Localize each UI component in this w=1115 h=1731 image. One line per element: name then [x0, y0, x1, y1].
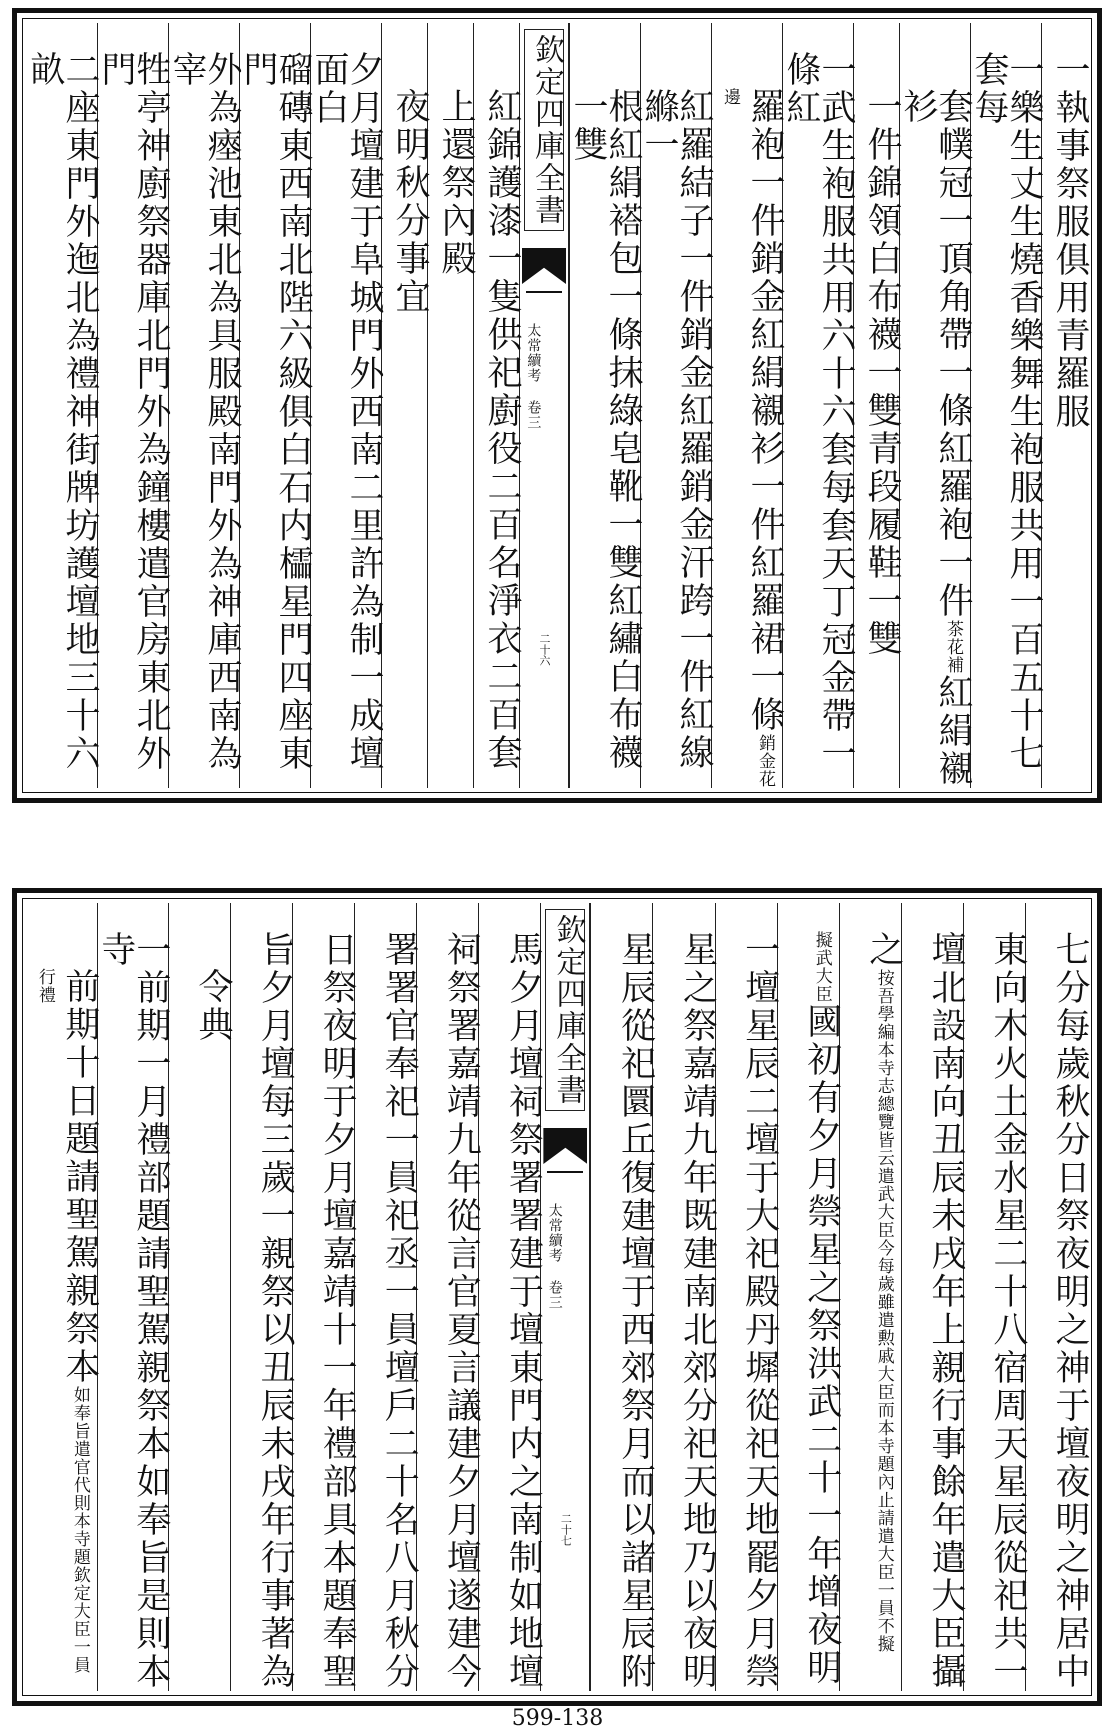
- text-column: [292, 903, 358, 1691]
- column-text: 上還祭內殿: [436, 88, 476, 278]
- column-text: 一壇星辰二壇于大祀殿丹墀從祀天地罷夕月禜: [739, 931, 780, 1691]
- column-text: 紅錦護漆一隻供祀廚役二百名淨衣二百套: [482, 88, 522, 772]
- column-text: 牲亭神廚祭器庫北門外為鐘樓遣官房東北外門: [96, 51, 171, 773]
- fishtail-line: [547, 1171, 583, 1191]
- book-title: 欽定四庫全書: [545, 909, 585, 1111]
- text-column: [1025, 903, 1090, 1691]
- page-bottom-columns: [27, 903, 1090, 1691]
- page-bottom: [12, 888, 1102, 1706]
- column-text: 根紅絹褡包一條抹綠皂靴一雙紅繡白布襪一雙: [568, 88, 643, 772]
- text-column: [354, 903, 420, 1691]
- text-column: [230, 903, 296, 1691]
- column-text: 前期十日題請聖駕親祭本: [59, 968, 100, 1386]
- column-text: 二座東門外迤北為禮神街牌坊護壇地三十六畝: [25, 51, 100, 773]
- annotation-note: 擬武大臣: [811, 931, 832, 1003]
- text-column: [416, 903, 482, 1691]
- text-column: [473, 23, 522, 788]
- text-column: [969, 23, 1044, 788]
- folio-number: 二十七: [559, 1513, 573, 1546]
- text-column: [167, 23, 242, 788]
- column-text: 紅羅結子一件銷金紅羅銷金汗跨一件紅線縧一: [639, 88, 714, 772]
- column-text: 紅絹襯衫: [898, 88, 973, 788]
- volume-label: 太常續考 卷三: [546, 1203, 563, 1310]
- book-title: 欽定四庫全書: [524, 29, 564, 231]
- text-column: [27, 903, 100, 1691]
- page-top: [12, 8, 1102, 803]
- fishtail-line: [526, 291, 562, 311]
- text-column: [427, 23, 476, 788]
- column-text: 馬夕月壇祠祭署署建于壇東門内之南制如地壇: [503, 931, 544, 1691]
- column-text: 一執事祭服俱用青羅服: [1050, 51, 1090, 431]
- column-text: 夜明秋分事宜: [390, 88, 430, 316]
- column-text: 星之祭嘉靖九年既建南北郊分祀天地乃以夜明: [677, 931, 718, 1691]
- annotation-note: 按吾學編本寺志總覽皆云遣武大臣今每歲雖遣勲戚大臣而本寺題內止請遣大臣一員不擬: [873, 969, 894, 1653]
- fishtail-mark: [522, 248, 566, 284]
- column-text: 外為瘞池東北為具服殿南門外為神庫西南為宰: [167, 51, 242, 773]
- text-column: [381, 23, 430, 788]
- text-column: [238, 23, 313, 788]
- column-text: 一前期一月禮部題請聖駕親祭本如奉旨是則本寺: [95, 931, 171, 1691]
- center-fold: [519, 23, 569, 788]
- text-column: [96, 23, 171, 788]
- column-text: 東向木火土金水星二十八宿周天星辰從祀共一: [987, 931, 1028, 1691]
- column-text: 羅袍一件銷金紅絹襯衫一件紅羅裙一條: [745, 88, 785, 734]
- text-column: [901, 903, 966, 1691]
- text-column: [652, 903, 718, 1691]
- page-number: 599-138: [511, 1706, 604, 1731]
- volume-label: 太常續考 卷三: [525, 323, 542, 430]
- column-text: 一件錦領白布襪一雙青段履鞋一雙: [862, 88, 902, 658]
- fishtail-mark: [543, 1128, 587, 1164]
- text-column: [898, 23, 973, 788]
- folio-number: 二十六: [538, 633, 551, 666]
- text-column: [639, 23, 714, 788]
- column-text: 令典: [192, 968, 233, 1044]
- column-text: 七分每歲秋分日祭夜明之神于壇夜明之神居中: [1050, 931, 1090, 1691]
- column-text: 日祭夜明于夕月壇嘉靖十一年禮部具本題奉聖: [317, 931, 358, 1691]
- text-column: [711, 23, 785, 788]
- text-column: [25, 23, 100, 788]
- column-text: 夕月壇建于阜城門外西南二里許為制一成壇面白: [309, 51, 384, 773]
- column-text: 之: [863, 931, 904, 969]
- annotation-note: 茶花補: [943, 620, 963, 674]
- column-text: 磂磚東西南北陛六級俱白石内櫺星門四座東門: [238, 51, 313, 773]
- text-column: [590, 903, 656, 1691]
- column-text: 一武生袍服共用六十六套每套天丁冠金帶一條紅: [781, 51, 856, 773]
- text-column: [168, 903, 233, 1691]
- text-column: [839, 903, 904, 1691]
- text-column: [715, 903, 780, 1691]
- text-column: [95, 903, 171, 1691]
- column-text: 套幞冠一頂角帶一條紅羅袍一件: [933, 88, 973, 620]
- column-text: 星辰從祀圜丘復建壇于西郊祭月而以諸星辰附: [615, 931, 656, 1691]
- text-column: [963, 903, 1028, 1691]
- text-column: [1041, 23, 1090, 788]
- text-column: [478, 903, 544, 1691]
- text-column: [781, 23, 856, 788]
- text-column: [568, 23, 643, 788]
- column-text: 祠祭署嘉靖九年從言官夏言議建夕月壇遂建今: [441, 931, 482, 1691]
- column-text: 一樂生丈生燒香樂舞生袍服共用一百五十七套每: [969, 51, 1044, 773]
- column-text: 旨夕月壇每三歲一親祭以丑辰未戌年行事著為: [255, 931, 296, 1691]
- text-column: [777, 903, 842, 1691]
- column-text: 國初有夕月禜星之祭洪武二十一年增夜明: [801, 1003, 842, 1687]
- page-top-columns: [25, 23, 1090, 788]
- text-column: [309, 23, 384, 788]
- annotation-note: 銷金花邊: [720, 88, 775, 788]
- column-text: 署署官奉祀一員祀丞一員壇戶二十名八月秋分: [379, 931, 420, 1691]
- center-fold: [540, 903, 590, 1691]
- column-text: 壇北設南向丑辰未戌年上親行事餘年遣大臣攝: [925, 931, 966, 1691]
- text-column: [853, 23, 902, 788]
- annotation-note: 如奉旨遣官代則本寺題欽定大臣一員行禮: [34, 968, 90, 1674]
